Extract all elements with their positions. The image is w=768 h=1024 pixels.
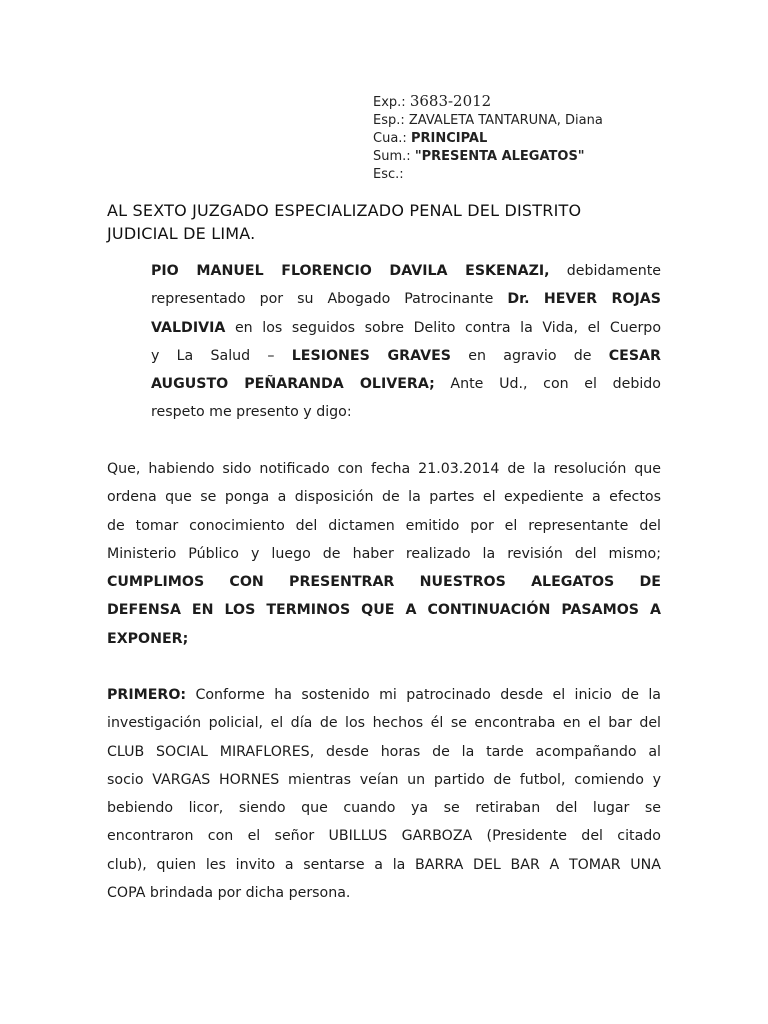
sum-label: Sum.: <box>373 149 411 164</box>
intro-text: y La Salud – <box>151 347 292 364</box>
court-line-2: JUDICIAL DE LIMA. <box>107 224 256 243</box>
intro-line-2 <box>151 285 661 313</box>
que-line-7 <box>107 625 661 653</box>
primero-line-3: CLUB SOCIAL MIRAFLORES, desde horas de la tarde acompañando al <box>107 743 661 760</box>
intro-line-4 <box>151 342 661 370</box>
que-line-2: ordena que se ponga a disposición de la partes el expediente a efectos <box>107 489 661 506</box>
case-header <box>373 92 603 184</box>
intro-line-1 <box>151 257 661 285</box>
victim-name: CESAR <box>608 347 661 364</box>
intro-text: en los seguidos sobre Delito contra la Vida, el Cuerpo <box>225 319 661 336</box>
cua-value: PRINCIPAL <box>410 131 488 146</box>
primero-line-7: club), quien les invito a sentarse a la BARRA DEL BAR A TOMAR UNA <box>107 856 661 873</box>
primero-line-6: encontraron con el señor UBILLUS GARBOZA (Presidente del citado <box>107 828 661 845</box>
intro-line-6: respeto me presento y digo: <box>151 404 352 421</box>
primero-line-1 <box>107 681 661 709</box>
intro-text: debidamente <box>549 263 661 279</box>
lawyer-name: Dr. HEVER ROJAS <box>507 291 661 308</box>
exp-value: 3683-2012 <box>409 92 492 110</box>
lawyer-surname: VALDIVIA <box>151 319 226 336</box>
que-bold-text: EXPONER; <box>107 630 189 647</box>
sumilla-row <box>373 148 603 166</box>
primero-line-8: COPA brindada por dicha persona. <box>107 885 351 902</box>
intro-text: Ante Ud., con el debido <box>434 376 661 393</box>
intro-text: en agravio de <box>451 347 609 364</box>
cua-label: Cua.: <box>373 131 407 146</box>
offense-name: LESIONES GRAVES <box>291 347 452 364</box>
court-addressee <box>107 199 667 245</box>
intro-paragraph <box>151 257 661 427</box>
primero-line-5: bebiendo licor, siendo que cuando ya se retiraban del lugar se <box>107 800 661 817</box>
intro-line-3 <box>151 314 661 342</box>
client-name: PIO MANUEL FLORENCIO DAVILA ESKENAZI, <box>151 263 550 279</box>
primero-paragraph <box>107 681 661 907</box>
exp-label: Exp.: <box>373 95 406 110</box>
cuaderno-row <box>373 130 603 148</box>
especialista-row <box>373 112 603 130</box>
esc-label: Esc.: <box>373 167 404 182</box>
que-line-3: de tomar conocimiento del dictamen emitido por el representante del <box>107 517 661 534</box>
court-line-1: AL SEXTO JUZGADO ESPECIALIZADO PENAL DEL DISTRITO <box>107 201 582 220</box>
primero-line-2: investigación policial, el día de los hechos él se encontraba en el bar del <box>107 715 661 732</box>
sum-value: "PRESENTA ALEGATOS" <box>414 149 585 164</box>
que-line-6 <box>107 596 661 624</box>
victim-surname: AUGUSTO PEÑARANDA OLIVERA; <box>151 376 435 393</box>
que-line-4: Ministerio Público y luego de haber realizado la revisión del mismo; <box>107 545 661 562</box>
esp-value: ZAVALETA TANTARUNA, Diana <box>408 113 603 128</box>
primero-line-4: socio VARGAS HORNES mientras veían un partido de futbol, comiendo y <box>107 771 661 788</box>
que-line-1: Que, habiendo sido notificado con fecha 21.03.2014 de la resolución que <box>107 461 661 477</box>
esp-label: Esp.: <box>373 113 405 128</box>
que-paragraph <box>107 455 661 653</box>
que-bold-text: CUMPLIMOS CON PRESENTRAR NUESTROS ALEGATOS DE <box>107 574 661 591</box>
intro-text: representado por su Abogado Patrocinante <box>151 291 508 308</box>
que-bold-text: DEFENSA EN LOS TERMINOS QUE A CONTINUACIÓN PASAMOS A <box>107 602 661 619</box>
primero-label: PRIMERO: <box>107 687 187 703</box>
expediente-row <box>373 92 603 112</box>
primero-text: Conforme ha sostenido mi patrocinado desde el inicio de la <box>186 687 661 703</box>
que-line-5 <box>107 568 661 596</box>
escrito-row <box>373 166 603 184</box>
intro-line-5 <box>151 370 661 398</box>
